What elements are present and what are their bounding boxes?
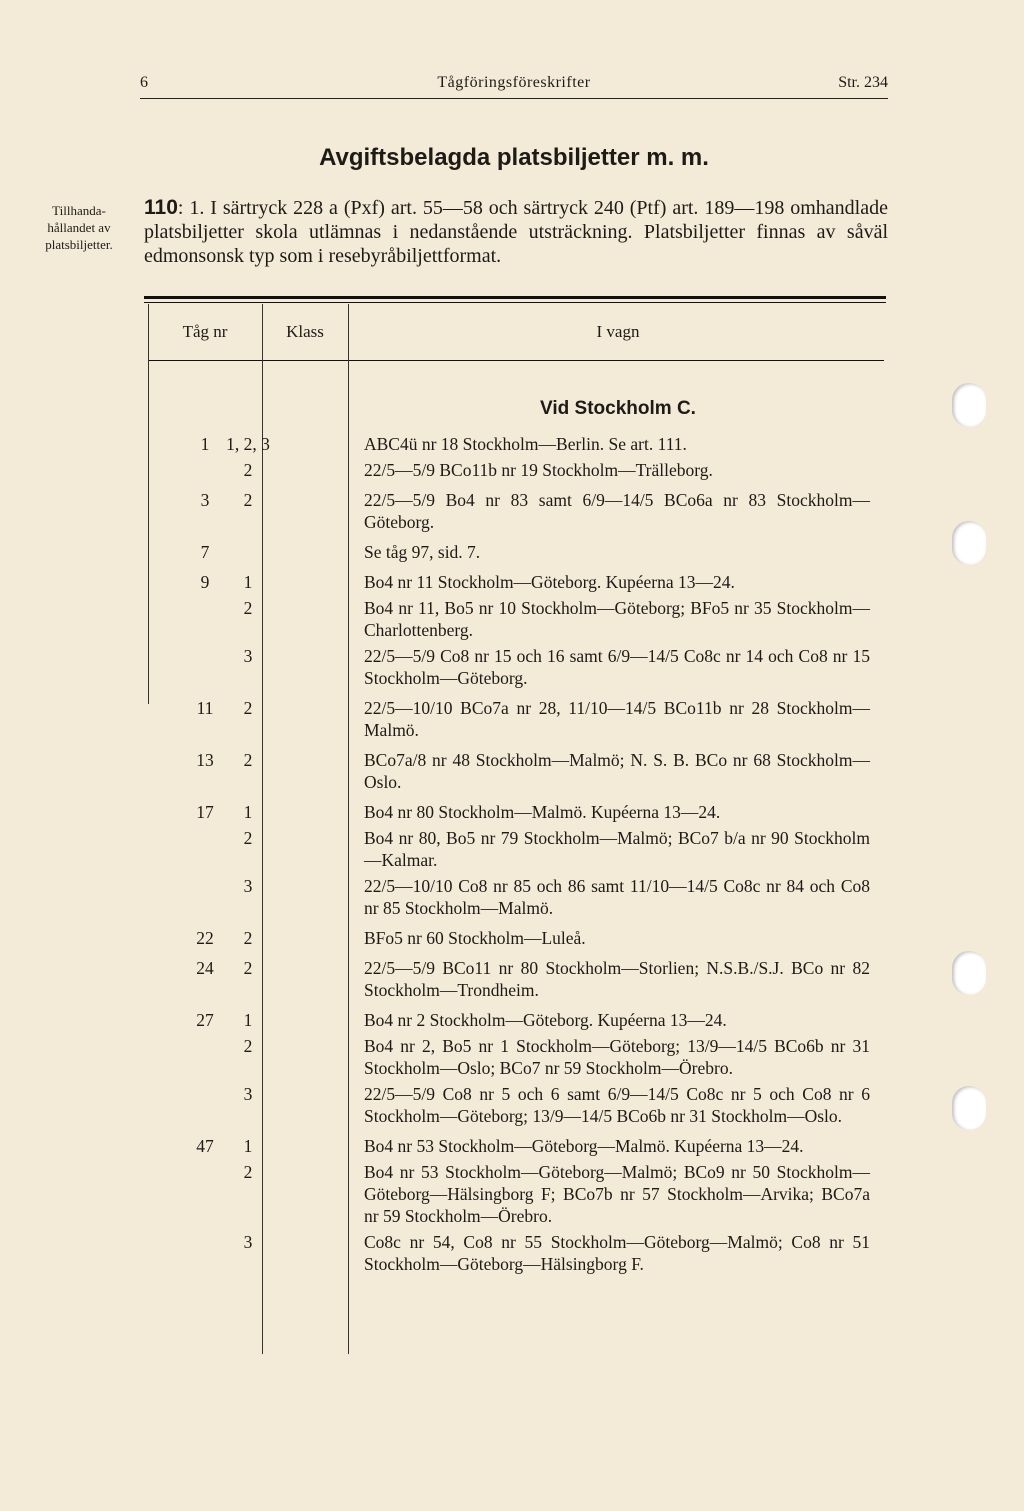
table-row — [148, 489, 888, 533]
train-number: 13 — [196, 750, 214, 770]
class-cell: 3 — [243, 1084, 253, 1104]
table-row — [148, 801, 888, 919]
class-cell: 2 — [243, 460, 253, 480]
class-entry — [148, 597, 888, 641]
train-number: 17 — [196, 802, 214, 822]
header-train: Tåg nr — [182, 322, 228, 341]
class-cell: 2 — [243, 698, 253, 718]
page-header — [140, 74, 888, 98]
carriage-cell: 22/5—10/10 Co8 nr 85 och 86 samt 11/10—14/5 Co8c nr 84 och Co8 nr 85 Stockholm—Malmö. — [364, 876, 870, 918]
class-entry — [148, 1035, 888, 1079]
train-number: 3 — [200, 490, 210, 510]
table-body — [148, 433, 888, 1275]
class-entry — [148, 1231, 888, 1275]
table-top-rule — [144, 296, 886, 299]
binder-hole — [952, 1086, 986, 1130]
class-cell: 2 — [243, 750, 253, 770]
table-row — [148, 927, 888, 949]
class-entry — [148, 827, 888, 871]
class-cell: 1 — [243, 572, 253, 592]
table-header-rule — [148, 360, 884, 361]
carriage-cell: Bo4 nr 11 Stockholm—Göteborg. Kupéerna 13—24. — [364, 572, 735, 592]
margin-note: Tillhanda-hållandet av platsbiljetter. — [45, 203, 113, 252]
table-row — [148, 1009, 888, 1127]
train-number: 27 — [196, 1010, 214, 1030]
carriage-cell: Bo4 nr 80, Bo5 nr 79 Stockholm—Malmö; BCo7 b/a nr 90 Stockholm—Kalmar. — [364, 828, 870, 870]
carriage-cell: 22/5—5/9 Co8 nr 5 och 6 samt 6/9—14/5 Co8c nr 5 och Co8 nr 6 Stockholm—Göteborg; 13/9—14/5 BCo6b nr 31 Stockholm—Oslo. — [364, 1084, 870, 1126]
table-top-rule-thin — [144, 302, 886, 303]
class-cell: 3 — [243, 876, 253, 896]
class-cell: 2 — [243, 490, 253, 510]
carriage-cell: Bo4 nr 80 Stockholm—Malmö. Kupéerna 13—24. — [364, 802, 721, 822]
paragraph-number: 110 — [144, 196, 178, 219]
intro-text: : 1. I särtryck 228 a (Pxf) art. 55—58 och särtryck 240 (Ptf) art. 189—198 omhandlade platsbiljetter skola utlämnas i nedanstående utsträckning. Platsbiljetter finnas av såväl edmonsonsk typ som i resebyråbiljettformat. — [144, 197, 888, 267]
class-cell: 1 — [243, 802, 253, 822]
page-number: 6 — [140, 74, 148, 91]
class-cell: 2 — [243, 598, 253, 618]
class-cell: 2 — [243, 828, 253, 848]
class-entry — [148, 459, 888, 481]
table-row — [148, 571, 888, 689]
table-row — [148, 1135, 888, 1275]
carriage-cell: Bo4 nr 53 Stockholm—Göteborg—Malmö; BCo9 nr 50 Stockholm—Göteborg—Hälsingborg F; BCo7b nr 57 Stockholm—Arvika; BCo7a nr 59 Stockholm—Örebro. — [364, 1162, 870, 1226]
train-number: 24 — [196, 958, 214, 978]
class-entry — [148, 645, 888, 689]
class-entry — [148, 1083, 888, 1127]
class-cell: 1 — [243, 1136, 253, 1156]
header-class: Klass — [286, 322, 324, 341]
class-cell: 1, 2, 3 — [226, 434, 270, 454]
train-number: 1 — [200, 434, 210, 454]
page-title: Avgiftsbelagda platsbiljetter m. m. — [319, 144, 709, 171]
class-cell: 3 — [243, 646, 253, 666]
table-row — [148, 749, 888, 793]
carriage-cell: 22/5—5/9 BCo11b nr 19 Stockholm—Trälleborg. — [364, 460, 713, 480]
train-number: 9 — [200, 572, 210, 592]
carriage-cell: 22/5—10/10 BCo7a nr 28, 11/10—14/5 BCo11b nr 28 Stockholm—Malmö. — [364, 698, 870, 740]
carriage-cell: ABC4ü nr 18 Stockholm—Berlin. Se art. 111. — [364, 434, 687, 454]
carriage-cell: 22/5—5/9 BCo11 nr 80 Stockholm—Storlien; N.S.B./S.J. BCo nr 82 Stockholm—Trondheim. — [364, 958, 870, 1000]
table-row — [148, 541, 888, 563]
train-number: 47 — [196, 1136, 214, 1156]
revision-number: Str. 234 — [838, 74, 888, 91]
header-rule — [140, 98, 888, 99]
carriage-cell: 22/5—5/9 Bo4 nr 83 samt 6/9—14/5 BCo6a nr 83 Stockholm—Göteborg. — [364, 490, 870, 532]
running-title: Tågföringsföreskrifter — [437, 74, 591, 91]
carriage-cell: Bo4 nr 2, Bo5 nr 1 Stockholm—Göteborg; 13/9—14/5 BCo6b nr 31 Stockholm—Oslo; BCo7 nr 59 Stockholm—Örebro. — [364, 1036, 870, 1078]
carriage-cell: BFo5 nr 60 Stockholm—Luleå. — [364, 928, 586, 948]
carriage-cell: Bo4 nr 53 Stockholm—Göteborg—Malmö. Kupéerna 13—24. — [364, 1136, 804, 1156]
binder-hole — [952, 383, 986, 427]
carriage-cell: Co8c nr 54, Co8 nr 55 Stockholm—Göteborg—Malmö; Co8 nr 51 Stockholm—Göteborg—Hälsingborg F. — [364, 1232, 870, 1274]
carriage-cell: 22/5—5/9 Co8 nr 15 och 16 samt 6/9—14/5 Co8c nr 14 och Co8 nr 15 Stockholm—Göteborg. — [364, 646, 870, 688]
train-number: 11 — [196, 698, 214, 718]
header-carriage: I vagn — [596, 322, 640, 341]
class-entry — [148, 1161, 888, 1227]
table-row — [148, 433, 888, 481]
carriage-cell: Bo4 nr 11, Bo5 nr 10 Stockholm—Göteborg; BFo5 nr 35 Stockholm—Charlottenberg. — [364, 598, 870, 640]
train-number: 7 — [200, 542, 210, 562]
class-cell: 2 — [243, 1162, 253, 1182]
class-cell: 2 — [243, 1036, 253, 1056]
train-number: 22 — [196, 928, 214, 948]
carriage-cell: Bo4 nr 2 Stockholm—Göteborg. Kupéerna 13—24. — [364, 1010, 727, 1030]
table-row — [148, 957, 888, 1001]
section-heading: Vid Stockholm C. — [540, 398, 696, 419]
class-cell: 2 — [243, 958, 253, 978]
table-row — [148, 697, 888, 741]
carriage-cell: Se tåg 97, sid. 7. — [364, 542, 481, 562]
class-cell: 3 — [243, 1232, 253, 1252]
class-cell: 2 — [243, 928, 253, 948]
carriage-cell: BCo7a/8 nr 48 Stockholm—Malmö; N. S. B. BCo nr 68 Stockholm—Oslo. — [364, 750, 870, 792]
intro-paragraph — [144, 196, 888, 268]
class-cell: 1 — [243, 1010, 253, 1030]
class-entry — [148, 875, 888, 919]
binder-hole — [952, 951, 986, 995]
binder-hole — [952, 521, 986, 565]
